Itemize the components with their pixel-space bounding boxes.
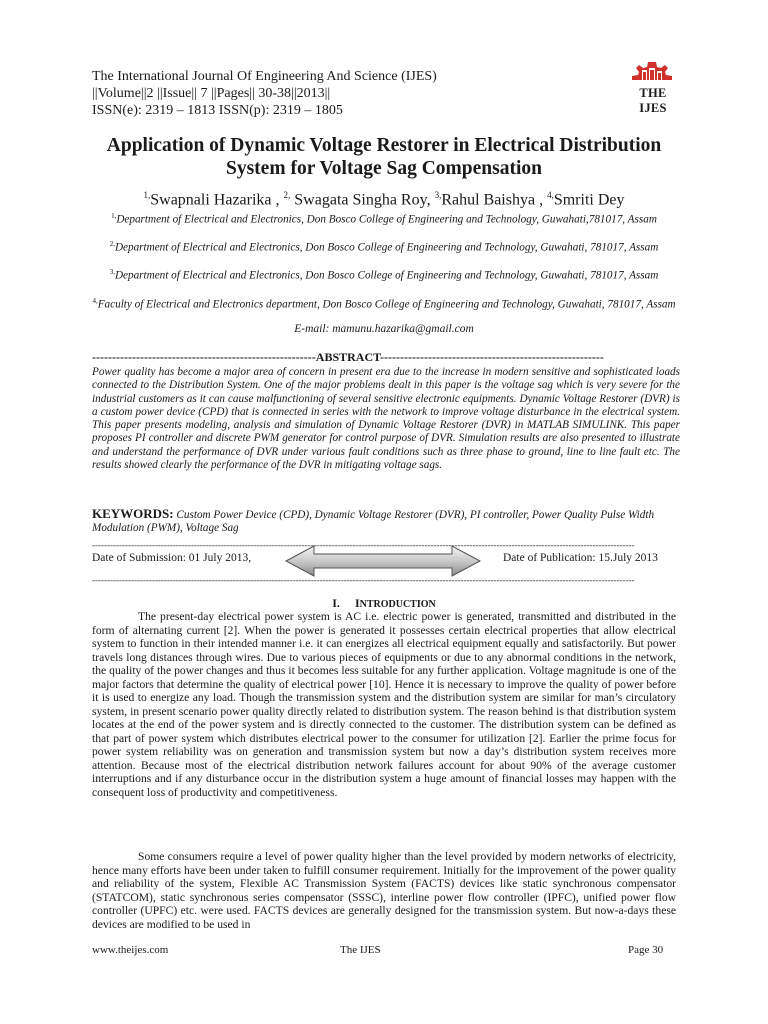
- author-name: Swagata Singha Roy,: [290, 191, 435, 209]
- double-arrow-icon: [284, 544, 482, 578]
- abstract-text: Power quality has become a major area of concern in present era due to the increase in modern sensitive and sophisticated loads connected to the Distribution System. One of the major problems dealt in this paper is the voltage sag which is very severe for the industrial customers as it can cause malfunctioning of several sensitive electronic equipments. Dynamic Voltage Restorer (DVR) is a custom power device (CPD) that is connected in series with the network to improve voltage disturbance in the electrical system. This paper presents modeling, analysis and simulation of Dynamic Voltage Restorer (DVR) in MATLAB SIMULINK. This paper proposes PI controller and discrete PWM generator for control purpose of DVR. Simulation results are also presented to illustrate and understand the performance of DVR under various fault conditions such as three phase to ground, line to line fault etc. The results showed clearly the performance of the DVR in mitigating voltage sags.: [92, 366, 680, 472]
- journal-volume: ||Volume||2 ||Issue|| 7 ||Pages|| 30-38||2013||: [92, 86, 331, 101]
- affiliation: [92, 210, 676, 227]
- affiliation-sup: 2,: [109, 240, 115, 248]
- footer-journal: The IJES: [340, 944, 381, 956]
- affiliation: [92, 295, 676, 312]
- author-name: Swapnali Hazarika ,: [150, 191, 284, 209]
- author-sup: 2,: [283, 190, 291, 200]
- affiliation-text: Department of Electrical and Electronics, Don Bosco College of Engineering and Technology, Guwahati,781017, Assam: [116, 213, 657, 226]
- keywords-label: KEYWORDS:: [92, 506, 174, 521]
- affiliation-sup: 1,: [111, 212, 117, 220]
- keywords-text: Custom Power Device (CPD), Dynamic Voltage Restorer (DVR), PI controller, Power Quality Pulse Width Modulation (PWM), Voltage Sag: [92, 509, 655, 535]
- section-heading: [92, 596, 676, 611]
- journal-name: The International Journal Of Engineering And Science (IJES): [92, 69, 437, 84]
- abstract-heading: ABSTRACT: [315, 350, 381, 364]
- author-sup: 4,: [547, 190, 554, 200]
- author-email: E-mail: mamunu.hazarika@gmail.com: [294, 323, 474, 335]
- divider: -------------------------------------------------------------------------------------------------------------------------------------------------------------------------------------: [92, 541, 635, 550]
- author-name: Smriti Dey: [553, 191, 625, 209]
- section-first-letter: I: [354, 596, 360, 610]
- keywords: [92, 507, 680, 536]
- author-list: [92, 190, 676, 209]
- affiliation-text: Department of Electrical and Electronics, Don Bosco College of Engineering and Technology, Guwahati, 781017, Assam: [114, 241, 659, 254]
- body-paragraph: The present-day electrical power system is AC i.e. electric power is generated, transmitted and distributed in the form of alternating current [2]. When the power is generated it possesses certain electrical properties that allow electrical system to function in their intended manner i.e. it can energizes all electrical equipment equally and satisfactorily. But power travels long distances through wires. Due to various pieces of equipments or due to any abnormal conditions in the network, the quality of the power changes and thus it becomes less suitable for any further application. Voltage magnitude is one of the major factors that determine the quality of electrical power [10]. Hence it is necessary to improve the quality of power before it is used to energize any load. Though the transmission system and the distribution system are similar for man’s circulatory system, in present scenario power quality directly related to distribution system. The reason behind is that distribution system locates at the end of the power system and is directly connected to the customer. The distribution system can be defined as that part of power system which distributes electrical power to the consumer for utilization [2]. Earlier the prime focus for power system reliability was on generation and transmission system but now a day’s distribution system receives more attention. Because most of the electrical distribution network failures account for about 90% of the average customer interruptions and if any disturbance occur in the distribution system a huge amount of financial losses may happen with the consequent loss of productivity and competitiveness.: [92, 610, 676, 799]
- journal-issn: ISSN(e): 2319 – 1813 ISSN(p): 2319 – 1805: [92, 103, 343, 118]
- author-name: Rahul Baishya ,: [441, 191, 548, 209]
- author-sup: 1,: [143, 190, 151, 200]
- footer-page-number: Page 30: [628, 944, 664, 956]
- section-number: I.: [332, 596, 340, 610]
- submission-date: Date of Submission: 01 July 2013,: [92, 552, 252, 564]
- abstract-heading-rule: --------------------------------------------------------ABSTRACT--------------------------------------------------------: [92, 350, 604, 364]
- section-title: NTRODUCTION: [359, 599, 436, 610]
- divider: -------------------------------------------------------------------------------------------------------------------------------------------------------------------------------------: [92, 576, 635, 585]
- publication-date: Date of Publication: 15.July 2013: [503, 552, 658, 564]
- journal-header: [92, 68, 437, 119]
- author-sup: 3,: [434, 190, 442, 200]
- paper-title: Application of Dynamic Voltage Restorer in Electrical Distribution System for Voltage Sag Compensation: [106, 135, 662, 179]
- affiliation-sup: 4,: [92, 297, 98, 305]
- affiliation: [92, 266, 676, 283]
- affiliation-text: Faculty of Electrical and Electronics department, Don Bosco College of Engineering and Technology, Guwahati, 781017, Assam: [97, 298, 676, 311]
- body-paragraph: Some consumers require a level of power quality higher than the level provided by modern networks of electricity, hence many efforts have been under taken to fulfill consumer requirement. Initially for the improvement of the power quality and reliability of the system, Flexible AC Transmission System (FACTS) devices like static synchronous compensator (STATCOM), static synchronous series compensator (SSSC), interline power flow controller (IPFC), unified power flow controller (UPFC) etc. were used. FACTS devices are generally designed for the transmission system. But now-a-days these devices are modified to be used in: [92, 850, 676, 931]
- footer-website: www.theijes.com: [92, 944, 169, 956]
- affiliation-sup: 3,: [109, 268, 115, 276]
- affiliation: [92, 238, 676, 255]
- affiliation-text: Department of Electrical and Electronics, Don Bosco College of Engineering and Technology, Guwahati, 781017, Assam: [114, 269, 659, 282]
- ijes-logo-text: THE IJES: [639, 86, 667, 115]
